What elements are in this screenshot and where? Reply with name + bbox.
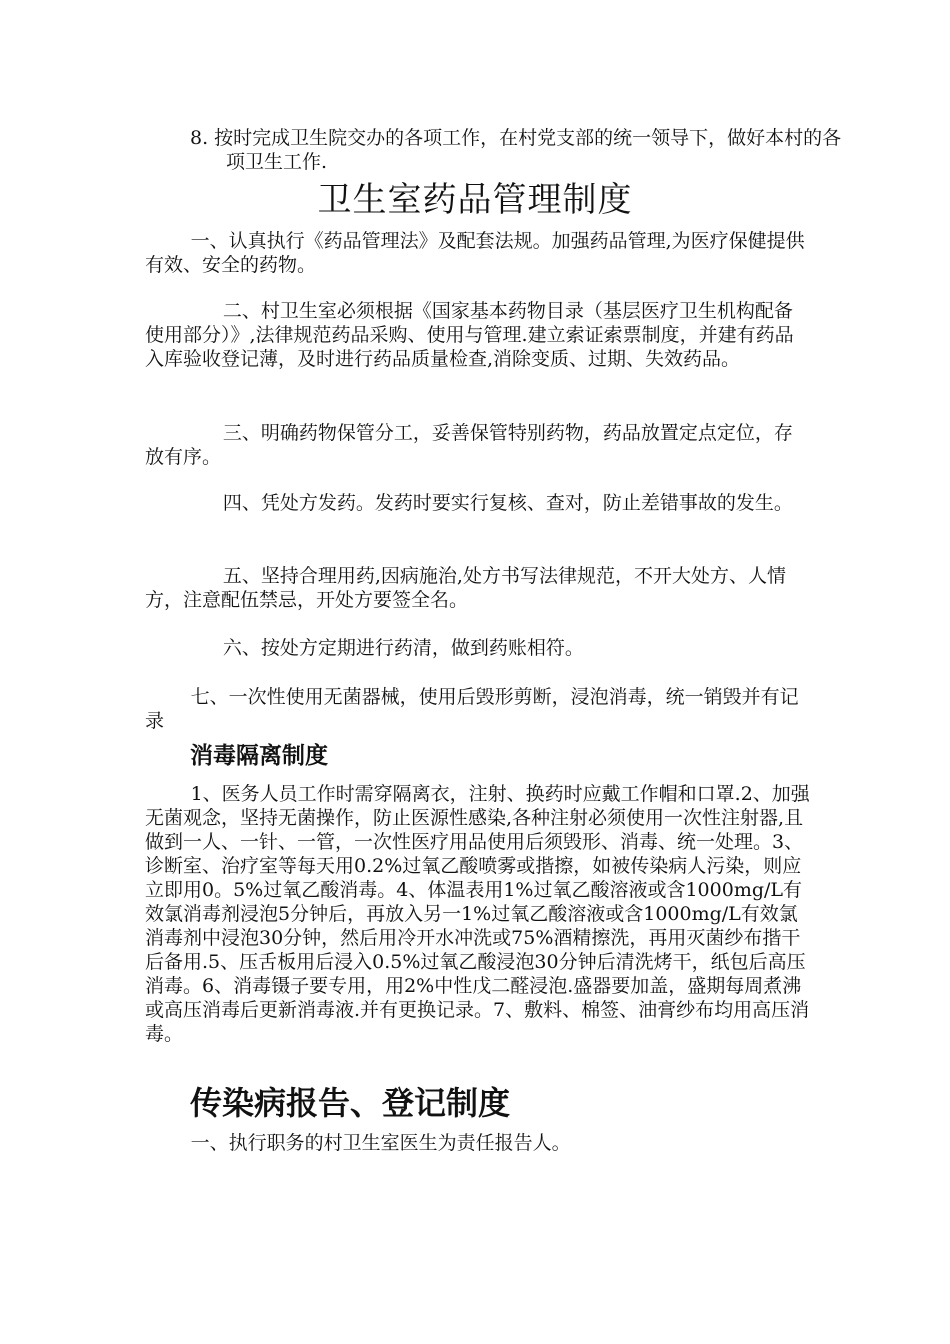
infectious-rule-1: 一、执行职务的村卫生室医生为责任报告人。 <box>190 1132 571 1154</box>
pharmacy-rule-2: 二、村卫生室必须根据《国家基本药物目录（基层医疗卫生机构配备使用部分）》,法律规范药品采购、使用与管理.建立索证索票制度，并建有药品入库验收登记薄，及时进行药品质量检查,消除变质、过期、失效药品。 <box>145 300 794 370</box>
item-8-paragraph: 8. 按时完成卫生院交办的各项工作，在村党支部的统一领导下，做好本村的各项卫生工作. <box>190 127 842 173</box>
pharmacy-rule-7: 七、一次性使用无菌器械，使用后毁形剪断，浸泡消毒，统一销毁并有记录 <box>145 686 799 732</box>
disinfection-isolation-title: 消毒隔离制度 <box>190 743 328 769</box>
pharmacy-rule-3: 三、明确药物保管分工，妥善保管特别药物，药品放置定点定位，存放有序。 <box>145 422 793 468</box>
pharmacy-rule-5: 五、坚持合理用药,因病施治,处方书写法律规范，不开大处方、人情方，注意配伍禁忌，开处方要签全名。 <box>145 565 786 611</box>
infectious-disease-report-title: 传染病报告、登记制度 <box>190 1084 511 1122</box>
pharmacy-rule-4: 四、凭处方发药。发药时要实行复核、查对，防止差错事故的发生。 <box>222 492 793 514</box>
pharmacy-rule-6: 六、按处方定期进行药清，做到药账相符。 <box>222 637 584 659</box>
disinfection-body: 1、医务人员工作时需穿隔离衣，注射、换药时应戴工作帽和口罩.2、加强无菌观念，坚持无菌操作，防止医源性感染,各种注射必须使用一次性注射器,且做到一人、一针、一管，一次性医疗用品使用后须毁形、消毒、统一处理。3、诊断室、治疗室等每天用0.2%过氧乙酸喷雾或揩擦，如被传染病人污染，则应立即用0。5%过氧乙酸消毒。4、体温表用1%过氧乙酸溶液或含1000mg/L有效氯消毒剂浸泡5分钟后，再放入另一1%过氧乙酸溶液或含1000mg/L有效氯消毒剂中浸泡30分钟，然后用冷开水冲洗或75%酒精擦洗，再用灭菌纱布揩干后备用.5、压舌板用后浸入0.5%过氧乙酸浸泡30分钟后清洗烤干，纸包后高压消毒。6、消毒镊子要专用，用2%中性戊二醛浸泡.盛器要加盖，盛期每周煮沸或高压消毒后更新消毒液.并有更换记录。7、敷料、棉签、油膏纱布均用高压消毒。 <box>145 783 810 1045</box>
pharmacy-rule-1: 一、认真执行《药品管理法》及配套法规。加强药品管理,为医疗保健提供有效、安全的药物。 <box>145 230 805 276</box>
pharmacy-management-title: 卫生室药品管理制度 <box>317 180 633 220</box>
